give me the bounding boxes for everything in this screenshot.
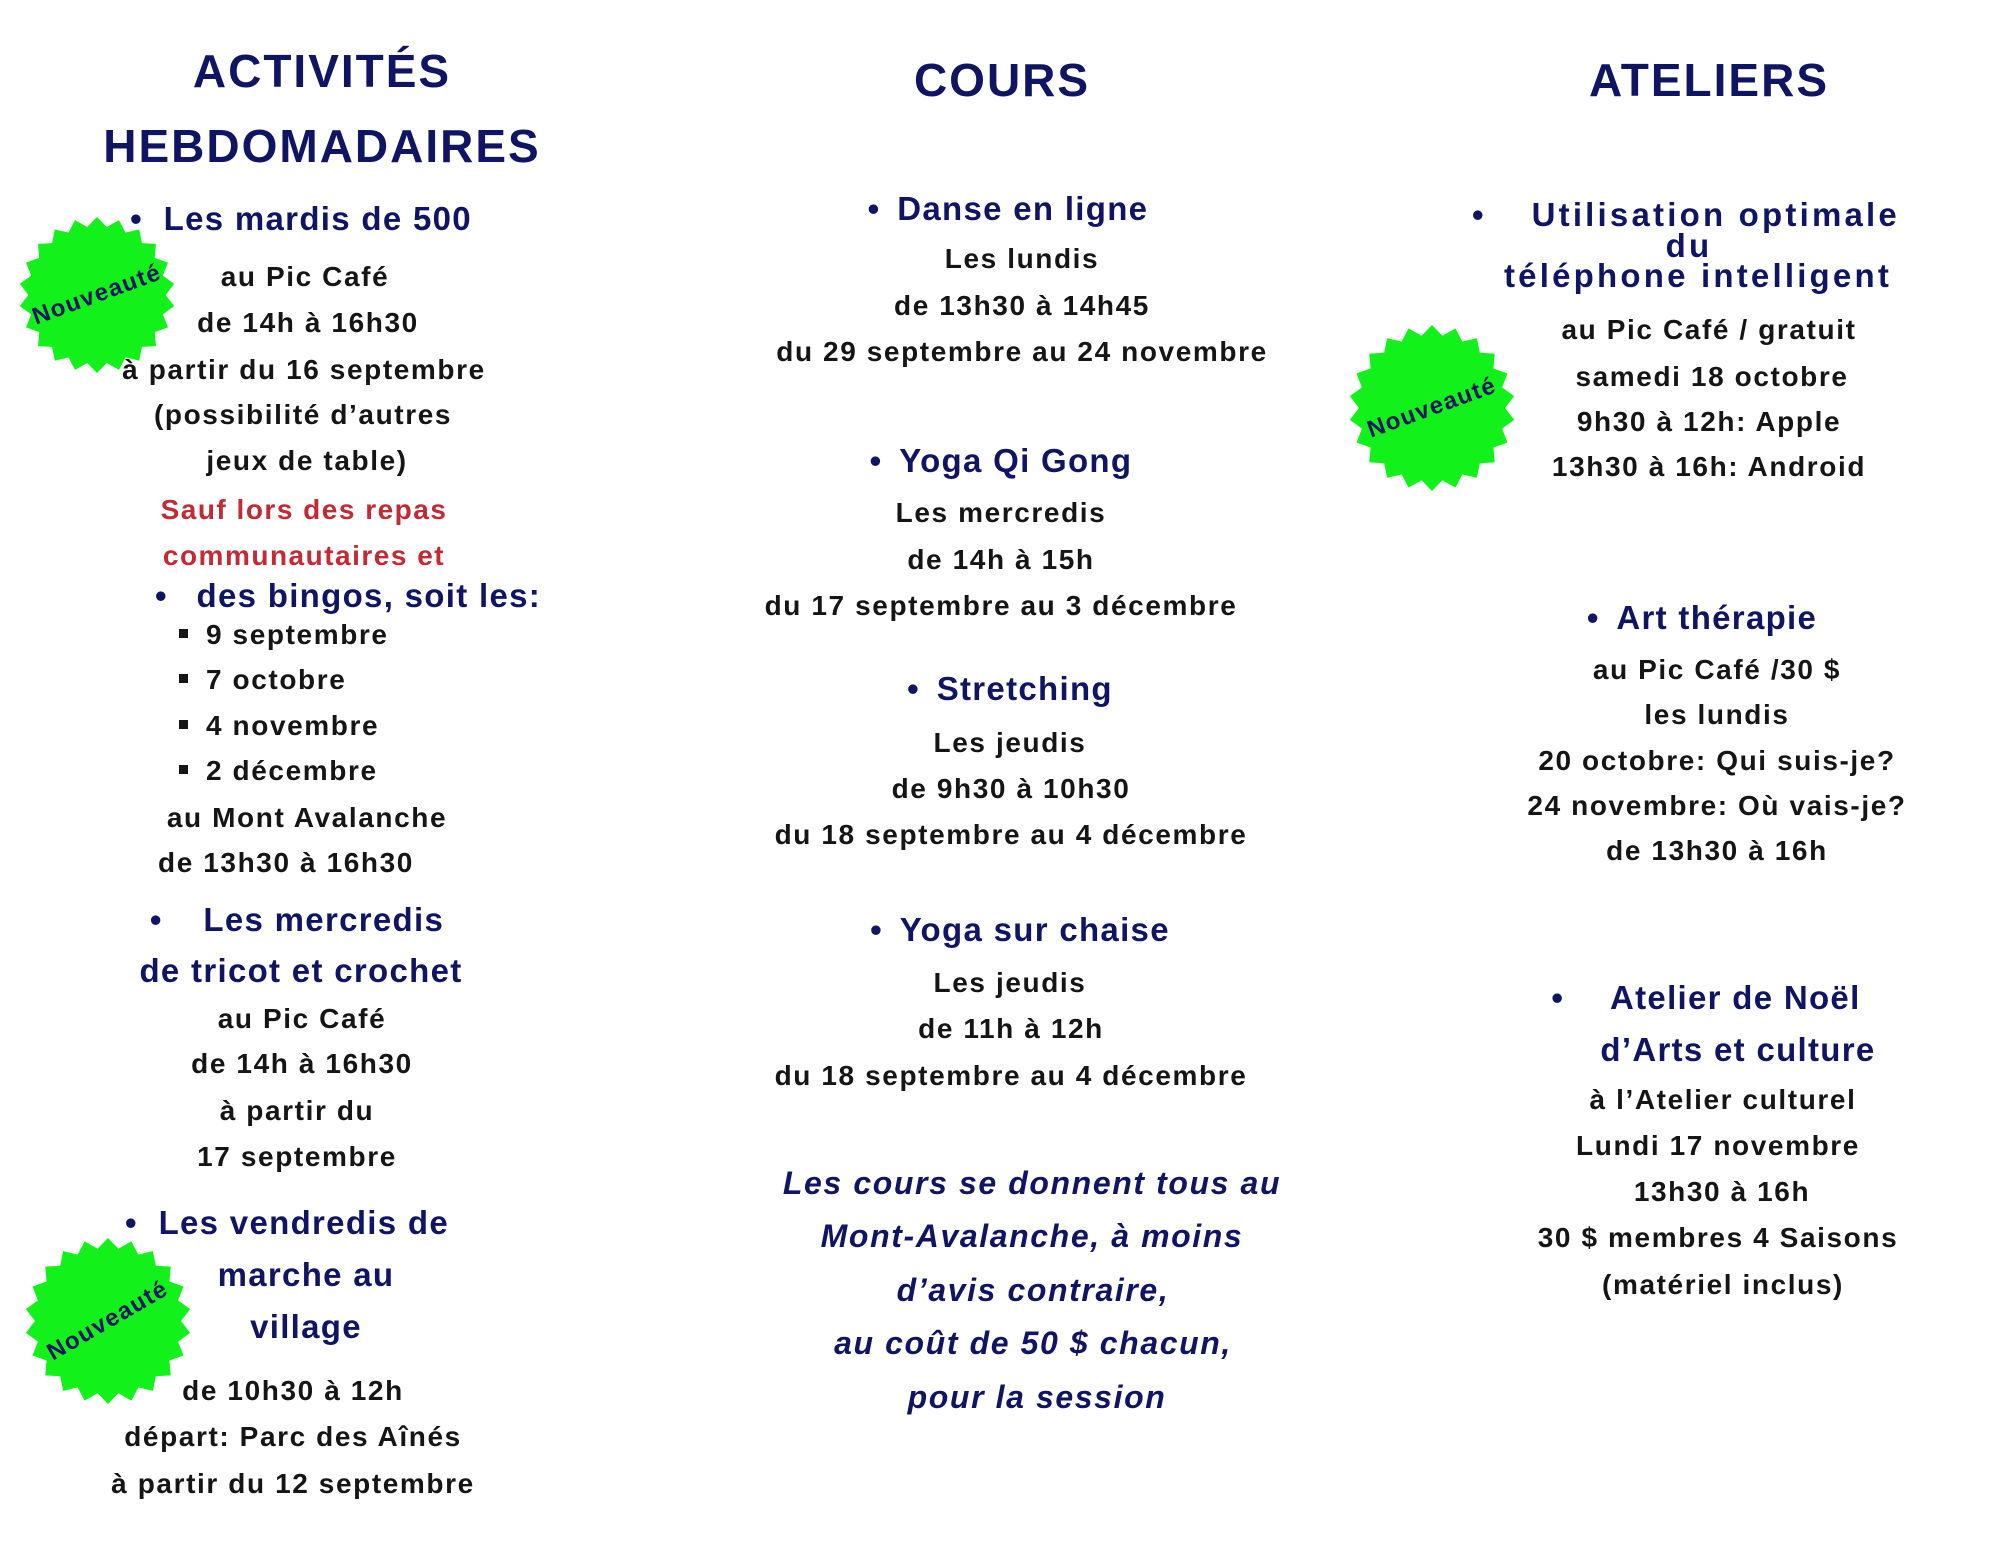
- workshop-detail: 9h30 à 12h: Apple: [1576, 406, 1842, 437]
- course-detail: Les mercredis: [895, 497, 1107, 528]
- workshop-heading: du: [1665, 227, 1713, 264]
- activity-detail: de 13h30 à 16h30: [158, 847, 414, 878]
- course-detail: de 14h à 15h: [907, 544, 1095, 575]
- square-bullet-icon: [179, 720, 188, 729]
- course-note: Mont-Avalanche, à moins: [820, 1218, 1244, 1254]
- activity-detail: (possibilité d’autres: [153, 399, 453, 430]
- workshop-detail: de 13h30 à 16h: [1606, 835, 1828, 866]
- bingo-date-text: 2 décembre: [206, 755, 378, 786]
- workshop-detail: 20 octobre: Qui suis-je?: [1538, 745, 1896, 776]
- column-title: ATELIERS: [1588, 54, 1830, 106]
- course-detail: Les jeudis: [933, 727, 1087, 758]
- bullet-icon: •: [869, 442, 882, 479]
- bingo-date-text: 7 octobre: [206, 664, 347, 695]
- activity-detail: à partir du: [219, 1095, 375, 1126]
- activity-heading: [150, 899, 444, 941]
- bingo-date: [179, 617, 389, 653]
- bullet-icon: •: [1551, 979, 1563, 1016]
- course-detail: du 18 septembre au 4 décembre: [774, 819, 1248, 850]
- course-detail: de 11h à 12h: [918, 1013, 1104, 1044]
- bullet-icon: •: [154, 577, 167, 614]
- activity-detail: de 14h à 16h30: [197, 307, 419, 338]
- activity-detail: au Pic Café: [220, 261, 390, 292]
- bingo-date-text: 4 novembre: [206, 710, 380, 741]
- activity-detail: à partir du 16 septembre: [122, 354, 486, 385]
- activity-heading: [130, 198, 472, 240]
- workshop-detail: 13h30 à 16h: Android: [1551, 451, 1867, 482]
- course-heading-text: Yoga sur chaise: [899, 911, 1170, 948]
- course-heading-text: Stretching: [936, 670, 1113, 707]
- column-title: HEBDOMADAIRES: [103, 120, 541, 172]
- course-detail: de 9h30 à 10h30: [891, 773, 1131, 804]
- workshop-detail: les lundis: [1644, 699, 1790, 730]
- activity-heading: marche au: [217, 1256, 395, 1293]
- activity-heading-text: Les mercredis: [203, 901, 445, 938]
- square-bullet-icon: [179, 629, 188, 638]
- course-heading-text: Yoga Qi Gong: [899, 442, 1133, 479]
- workshop-heading: [1551, 977, 1860, 1019]
- course-detail: du 29 septembre au 24 novembre: [776, 336, 1268, 367]
- activity-detail: au Pic Café: [217, 1003, 387, 1034]
- workshop-heading: d’Arts et culture: [1600, 1031, 1876, 1068]
- bingo-date-text: 9 septembre: [206, 619, 389, 650]
- course-heading: [870, 440, 1133, 482]
- bingo-heading: [155, 575, 541, 617]
- square-bullet-icon: [179, 765, 188, 774]
- activity-detail: jeux de table): [206, 445, 408, 476]
- course-detail: Les lundis: [944, 243, 1100, 274]
- nouveaute-badge: [25, 1238, 191, 1404]
- course-heading: [868, 188, 1149, 230]
- workshop-heading-text: Art thérapie: [1616, 599, 1818, 636]
- workshop-heading-text: Atelier de Noël: [1609, 979, 1861, 1016]
- workshop-detail: au Pic Café /30 $: [1592, 654, 1842, 685]
- bullet-icon: •: [149, 901, 162, 938]
- bullet-icon: •: [870, 911, 882, 948]
- activity-detail: de 14h à 16h30: [191, 1048, 413, 1079]
- workshop-detail: 24 novembre: Où vais-je?: [1527, 790, 1907, 821]
- activity-heading: village: [250, 1308, 362, 1345]
- bullet-icon: •: [130, 200, 142, 237]
- square-bullet-icon: [179, 674, 188, 683]
- course-detail: du 18 septembre au 4 décembre: [774, 1060, 1248, 1091]
- course-note: pour la session: [907, 1379, 1167, 1415]
- bingo-heading-text: des bingos, soit les:: [196, 577, 542, 614]
- activity-heading-text: Les vendredis de: [158, 1204, 449, 1241]
- course-heading: [907, 668, 1113, 710]
- course-detail: du 17 septembre au 3 décembre: [764, 590, 1238, 621]
- activity-detail: départ: Parc des Aînés: [124, 1421, 462, 1452]
- workshop-detail: 30 $ membres 4 Saisons: [1537, 1222, 1899, 1253]
- badge-label: Nouveauté: [1363, 371, 1501, 444]
- workshop-detail: à l’Atelier culturel: [1589, 1084, 1857, 1115]
- bingo-date: [179, 753, 378, 789]
- course-note: d’avis contraire,: [896, 1272, 1170, 1308]
- activity-detail: à partir du 12 septembre: [111, 1468, 475, 1499]
- course-detail: de 13h30 à 14h45: [894, 290, 1150, 321]
- workshop-detail: samedi 18 octobre: [1575, 361, 1849, 392]
- activity-detail: au Mont Avalanche: [166, 802, 448, 833]
- course-note: Les cours se donnent tous au: [782, 1165, 1282, 1201]
- workshop-detail: 13h30 à 16h: [1633, 1176, 1811, 1207]
- activity-detail: 17 septembre: [197, 1141, 397, 1172]
- activity-heading-text: Les mardis de 500: [163, 200, 472, 237]
- exception-note: communautaires et: [162, 540, 446, 571]
- activity-detail: de 10h30 à 12h: [182, 1375, 404, 1406]
- bullet-icon: •: [867, 190, 880, 227]
- workshop-heading-text: Utilisation optimale: [1531, 196, 1900, 233]
- badge-label: Nouveauté: [28, 258, 166, 331]
- nouveaute-badge: [1349, 325, 1515, 491]
- course-heading-text: Danse en ligne: [897, 190, 1149, 227]
- workshop-detail: au Pic Café / gratuit: [1561, 314, 1857, 345]
- workshop-detail: Lundi 17 novembre: [1576, 1130, 1860, 1161]
- badge-label: Nouveauté: [42, 1275, 174, 1367]
- bullet-icon: •: [125, 1204, 137, 1241]
- exception-note: Sauf lors des repas: [160, 494, 448, 525]
- course-heading: [870, 909, 1170, 951]
- activity-heading: de tricot et crochet: [139, 952, 463, 989]
- workshop-heading: téléphone intelligent: [1503, 257, 1893, 294]
- workshop-detail: (matériel inclus): [1602, 1269, 1844, 1300]
- course-detail: Les jeudis: [933, 967, 1087, 998]
- course-note: au coût de 50 $ chacun,: [834, 1325, 1232, 1361]
- column-title: COURS: [913, 54, 1091, 106]
- activity-heading: [125, 1202, 449, 1244]
- bingo-date: [179, 662, 346, 698]
- bullet-icon: •: [1586, 599, 1599, 636]
- nouveaute-badge: [19, 217, 175, 373]
- bullet-icon: •: [907, 670, 919, 707]
- workshop-heading: [1587, 597, 1817, 639]
- bullet-icon: •: [1472, 196, 1484, 233]
- bingo-date: [179, 708, 379, 744]
- column-title: ACTIVITÉS: [192, 45, 452, 97]
